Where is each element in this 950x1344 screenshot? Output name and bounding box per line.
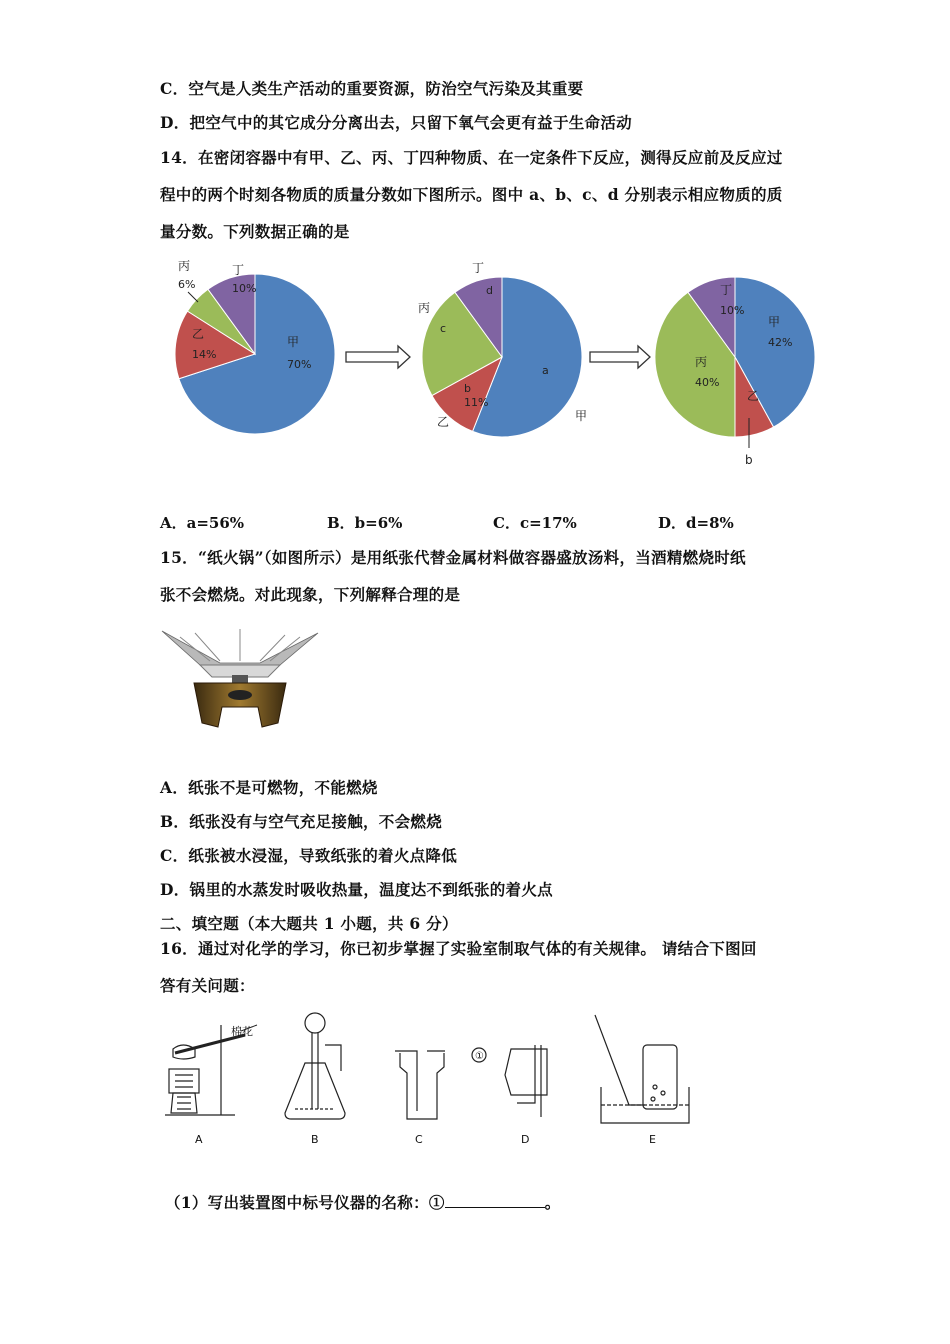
label-d: D bbox=[521, 1133, 530, 1146]
pie-value-label: c bbox=[440, 322, 447, 335]
pie-category-label: 丁 bbox=[720, 283, 733, 297]
pie-chart-after bbox=[655, 277, 815, 467]
q15-option-c: C．纸张被水浸湿，导致纸张的着火点降低 bbox=[160, 846, 458, 865]
pie-category-label: 乙 bbox=[192, 327, 205, 341]
apparatus-e bbox=[595, 1015, 689, 1123]
pie-category-label: 丁 bbox=[472, 261, 485, 275]
q15-stem-2: 张不会燃烧。对此现象，下列解释合理的是 bbox=[160, 585, 461, 604]
arrow-1 bbox=[346, 346, 410, 368]
label-a: A bbox=[195, 1133, 203, 1146]
pie-value-label: b bbox=[464, 382, 471, 395]
lab-apparatus-figure bbox=[155, 1005, 700, 1150]
pie-category-label: 丙 bbox=[178, 259, 191, 273]
label-c: C bbox=[415, 1133, 423, 1146]
pie-value-label: 42% bbox=[768, 336, 793, 349]
q14-stem-3: 量分数。下列数据正确的是 bbox=[160, 222, 350, 241]
arrow-2 bbox=[590, 346, 650, 368]
pie-category-label: 甲 bbox=[575, 409, 588, 423]
q14-option-d: D．d=8% bbox=[658, 514, 734, 532]
label-e: E bbox=[649, 1133, 656, 1146]
q15-stem-1: 15．“纸火锅”（如图所示）是用纸张代替金属材料做容器盛放汤料，当酒精燃烧时纸 bbox=[160, 548, 746, 567]
pie-value-label: a bbox=[542, 364, 549, 377]
q14-option-b: B．b=6% bbox=[327, 514, 403, 532]
q16-sub-text: （1）写出装置图中标号仪器的名称：① bbox=[165, 1193, 445, 1212]
q16-subquestion-1 bbox=[165, 1191, 561, 1213]
section-2-heading: 二、填空题（本大题共 1 小题，共 6 分） bbox=[160, 914, 458, 933]
option-d-prev: D．把空气中的其它成分分离出去，只留下氧气会更有益于生命活动 bbox=[160, 113, 632, 132]
option-c-prev: C．空气是人类生产活动的重要资源，防治空气污染及其重要 bbox=[160, 79, 584, 98]
pie-category-label: 甲 bbox=[287, 335, 300, 349]
q14-option-a: A．a=56% bbox=[160, 514, 245, 532]
cotton-label: 棉花 bbox=[231, 1025, 253, 1038]
apparatus-a bbox=[165, 1024, 257, 1115]
pie-value-label: 14% bbox=[192, 348, 217, 361]
q14-option-c: C．c=17% bbox=[493, 514, 577, 532]
pie-category-label: 乙 bbox=[747, 389, 760, 403]
pie-value-label: 10% bbox=[720, 304, 745, 317]
pie-category-label: 丙 bbox=[695, 355, 708, 369]
q16-stem-1: 16．通过对化学的学习，你已初步掌握了实验室制取气体的有关规律。 请结合下图回 bbox=[160, 939, 757, 958]
q14-stem-1: 14．在密闭容器中有甲、乙、丙、丁四种物质、在一定条件下反应，测得反应前及反应过 bbox=[160, 148, 783, 167]
pie-value-label: 6% bbox=[178, 278, 196, 291]
apparatus-b bbox=[285, 1013, 345, 1119]
q14-stem-2: 程中的两个时刻各物质的质量分数如下图所示。图中 a、b、c、d 分别表示相应物质的质 bbox=[160, 185, 783, 204]
marker-1: ① bbox=[475, 1051, 484, 1062]
q14-pie-figure bbox=[150, 250, 840, 480]
q16-sub-end: 。 bbox=[544, 1193, 561, 1212]
pie-category-label: 丁 bbox=[232, 263, 245, 277]
q16-stem-2: 答有关问题： bbox=[160, 976, 255, 995]
q15-option-d: D．锅里的水蒸发时吸收热量，温度达不到纸张的着火点 bbox=[160, 880, 553, 899]
pie-leader-line bbox=[188, 292, 198, 302]
q15-option-a: A．纸张不是可燃物，不能燃烧 bbox=[160, 778, 378, 797]
pie-value-label: d bbox=[486, 284, 493, 297]
pie-value-label: 70% bbox=[287, 358, 312, 371]
apparatus-d bbox=[472, 1045, 547, 1117]
pie-category-label: 丙 bbox=[418, 301, 431, 315]
pie-value-label: 10% bbox=[232, 282, 257, 295]
pie-value-label: 40% bbox=[695, 376, 720, 389]
q15-option-b: B．纸张没有与空气充足接触，不会燃烧 bbox=[160, 812, 443, 831]
pie-extra-label: b bbox=[745, 453, 753, 467]
paper-hotpot-image bbox=[160, 625, 320, 735]
pie-category-label: 乙 bbox=[437, 415, 450, 429]
label-b: B bbox=[311, 1133, 319, 1146]
pie-chart-middle bbox=[418, 261, 587, 437]
pie-value-label: 11% bbox=[464, 396, 489, 409]
pie-category-label: 甲 bbox=[768, 315, 781, 329]
pie-chart-before bbox=[175, 259, 335, 434]
answer-blank[interactable] bbox=[445, 1193, 545, 1208]
apparatus-c bbox=[395, 1051, 445, 1119]
